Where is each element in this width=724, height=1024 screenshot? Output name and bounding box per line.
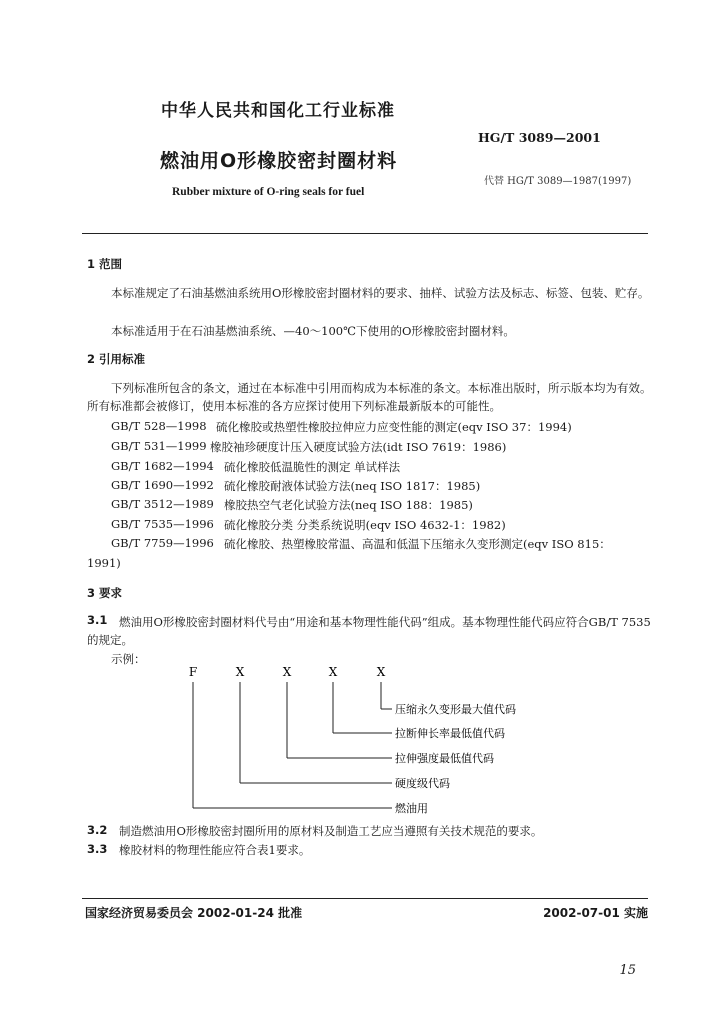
effective-date: 2002-07-01 实施 [543, 906, 648, 920]
ref-code: GB/T 531—1999 [111, 439, 207, 453]
clause-3-3-number: 3.3 [87, 842, 108, 856]
document-title: 燃油用O形橡胶密封圈材料 [160, 150, 398, 172]
ref-code: GB/T 1690—1992 [111, 478, 214, 492]
section-1-para-2: 本标准适用于在石油基燃油系统、—40～100℃下使用的O形橡胶密封圈材料。 [111, 324, 515, 338]
ref-title: 橡胶热空气老化试验方法(neq ISO 188：1985) [224, 498, 473, 512]
page-number: 15 [619, 963, 636, 978]
diagram-label: 压缩永久变形最大值代码 [395, 703, 516, 716]
diagram-label: 拉伸强度最低值代码 [395, 752, 494, 765]
ref-continuation: 1991) [87, 556, 121, 570]
english-title: Rubber mixture of O-ring seals for fuel [172, 186, 365, 198]
ref-title: 硫化橡胶分类 分类系统说明(eqv ISO 4632-1：1982) [224, 518, 506, 532]
header-divider [82, 233, 648, 234]
standard-number: HG/T 3089—2001 [478, 130, 601, 145]
ref-title: 橡胶袖珍硬度计压入硬度试验方法(idt ISO 7619：1986) [210, 440, 507, 454]
ref-code: GB/T 3512—1989 [111, 497, 214, 511]
footer-divider [82, 898, 648, 899]
diagram-label: 拉断伸长率最低值代码 [395, 727, 505, 740]
code-letter: F [188, 665, 198, 679]
example-label: 示例： [111, 652, 146, 666]
ref-code: GB/T 1682—1994 [111, 459, 214, 473]
clause-3-2-text: 制造燃油用O形橡胶密封圈所用的原材料及制造工艺应当遵照有关技术规范的要求。 [119, 824, 543, 838]
code-letter: X [235, 665, 245, 679]
ref-code: GB/T 7759—1996 [111, 536, 214, 550]
section-2-para-1: 下列标准所包含的条文，通过在本标准中引用而构成为本标准的条文。本标准出版时，所示版本均为有效。所有标准都会被修订，使用本标准的各方应探讨使用下列标准最新版本的可能性。 [87, 381, 652, 413]
section-1-para-1: 本标准规定了石油基燃油系统用O形橡胶密封圈材料的要求、抽样、试验方法及标志、标签、包装、贮存。 [111, 286, 650, 300]
ref-code: GB/T 528—1998 [111, 419, 207, 433]
ref-title: 硫化橡胶或热塑性橡胶拉伸应力应变性能的测定(eqv ISO 37：1994) [216, 420, 572, 434]
clause-3-2-number: 3.2 [87, 823, 108, 837]
section-3-heading: 3 要求 [87, 586, 123, 600]
replaces-note: 代替 HG/T 3089—1987(1997) [484, 176, 632, 187]
code-letter: X [282, 665, 292, 679]
code-letter: X [376, 665, 386, 679]
approval-date: 国家经济贸易委员会 2002-01-24 批准 [85, 906, 303, 920]
diagram-label: 燃油用 [395, 802, 428, 815]
code-letter: X [328, 665, 338, 679]
clause-3-3-text: 橡胶材料的物理性能应符合表1要求。 [119, 843, 311, 857]
ref-title: 硫化橡胶、热塑橡胶常温、高温和低温下压缩永久变形测定(eqv ISO 815： [224, 537, 611, 551]
ref-title: 硫化橡胶低温脆性的测定 单试样法 [224, 460, 401, 474]
section-1-heading: 1 范围 [87, 257, 123, 271]
section-2-heading: 2 引用标准 [87, 352, 146, 366]
ref-title: 硫化橡胶耐液体试验方法(neq ISO 1817：1985) [224, 479, 481, 493]
ref-code: GB/T 7535—1996 [111, 517, 214, 531]
code-structure-diagram [170, 662, 570, 822]
diagram-label: 硬度级代码 [395, 777, 450, 790]
standard-category: 中华人民共和国化工行业标准 [161, 101, 395, 121]
clause-3-1-text: 燃油用O形橡胶密封圈材料代号由“用途和基本物理性能代码”组成。基本物理性能代码应符合GB/T 7535的规定。 [87, 615, 651, 647]
clause-3-1-number: 3.1 [87, 613, 108, 627]
